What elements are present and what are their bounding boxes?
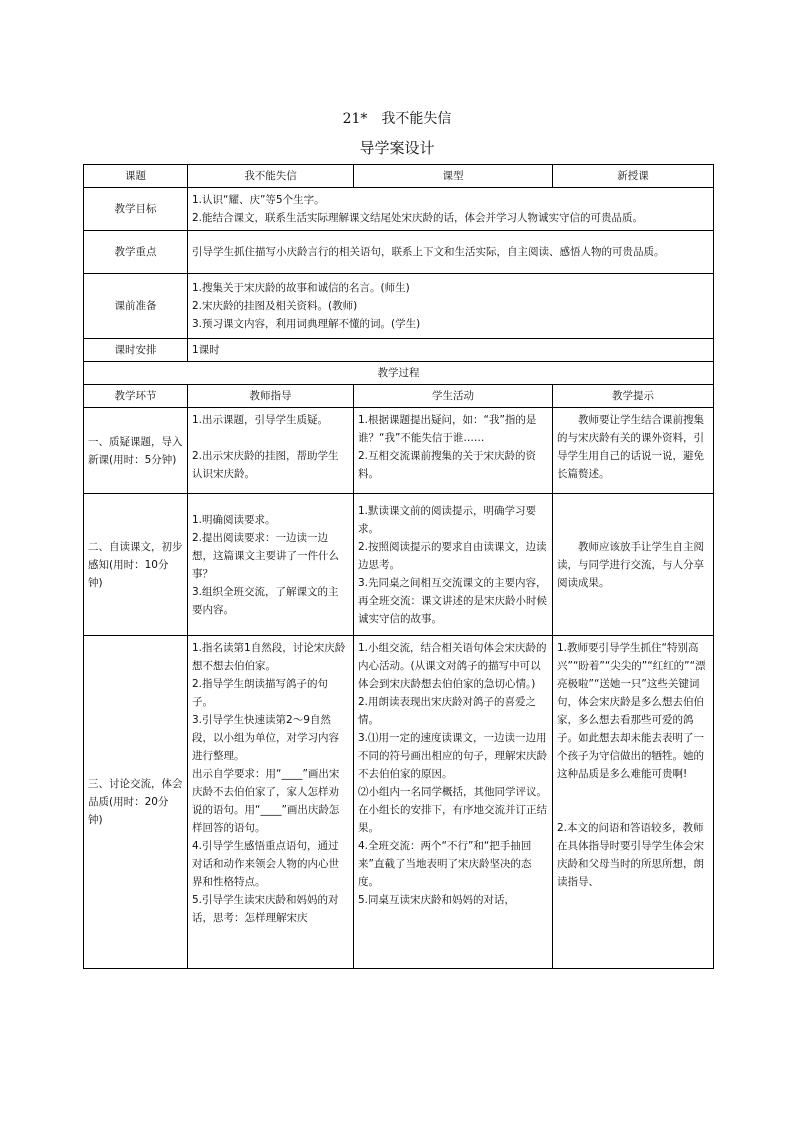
student-activity: [354, 408, 553, 494]
lesson-number: 21*: [342, 111, 368, 127]
column-header: 学生活动: [354, 385, 553, 408]
label-lesson-type: 课型: [354, 165, 553, 188]
student-item: 4.全班交流：两个“不行”和“把手抽回来”直截了当地表明了宋庆龄坚决的态度。: [358, 840, 532, 888]
prep-item: 3.预习课文内容，利用词典理解不懂的词。(学生): [192, 318, 421, 330]
student-item: 1.小组交流，结合相关语句体会宋庆龄的内心活动。(从课文对鸽子的描写中可以体会到宋庆龄想去伯伯家的急切心情。): [358, 642, 547, 690]
teacher-guidance: [188, 494, 354, 636]
label-topic: 课题: [84, 165, 188, 188]
teacher-item: 2.指导学生朗读描写鸽子的句子。: [192, 678, 329, 708]
column-header: 教师指导: [188, 385, 354, 408]
student-item: 2.用朗读表现出宋庆龄对鸽子的喜爱之情。: [358, 696, 537, 726]
student-activity: [354, 494, 553, 636]
table-row: [84, 385, 714, 408]
topic-value: 我不能失信: [188, 165, 354, 188]
stage-name: 二、自读课文，初步感知(用时：10分钟): [84, 494, 188, 636]
stage-name: 三、讨论交流，体会品质(用时：20分钟): [84, 636, 188, 969]
teaching-tip: 教师应该放手让学生自主阅读，与同学进行交流，与人分享阅读成果。: [553, 494, 714, 636]
column-header: 教学环节: [84, 385, 188, 408]
student-item: 2.按照阅读提示的要求自由读课文，边读边思考。: [358, 540, 547, 571]
table-row: [84, 231, 714, 274]
teacher-item: 3.组织全班交流，了解课文的主要内容。: [192, 585, 339, 616]
student-item: 1.默读课文前的阅读提示，明确学习要求。: [358, 504, 537, 535]
document-subtitle: 导学案设计: [359, 139, 435, 157]
student-item: 3.⑴用一定的速度读课文，一边读一边用不同的符号画出相应的句子，理解宋庆龄不去伯伯家的原因。: [358, 732, 547, 780]
table-row: [84, 339, 714, 362]
tip-item: 2.本文的问语和答语较多，教师在具体指导时要引导学生体会宋庆龄和父母当时的所思所想，朗读指导、: [557, 822, 704, 888]
prep-item: 2.宋庆龄的挂图及相关资料。(教师): [192, 300, 358, 312]
teacher-item: 2.出示宋庆龄的挂图，帮助学生认识宋庆龄。: [192, 450, 339, 480]
student-item: 3.先同桌之间相互交流课文的主要内容，再全班交流：课文讲述的是宋庆龄小时候诚实守信的故事。: [358, 576, 547, 625]
teacher-item: 1.出示课题，引导学生质疑。: [192, 414, 329, 426]
table-row: [84, 362, 714, 385]
student-activity: [354, 636, 553, 969]
table-row: [84, 408, 714, 494]
lesson-type-value: 新授课: [553, 165, 714, 188]
teacher-item: 5.引导学生读宋庆龄和妈妈的对话，思考：怎样理解宋庆: [192, 894, 339, 924]
lesson-title-text: 我不能失信: [381, 111, 452, 127]
label-schedule: 课时安排: [84, 339, 188, 362]
table-row: [84, 636, 714, 969]
student-item: ⑵小组内一名同学概括，其他同学评议。在小组长的安排下，有序地交流并订正结果。: [358, 786, 547, 834]
process-title: 教学过程: [84, 362, 714, 385]
teacher-item: 1.明确阅读要求。: [192, 513, 276, 526]
student-item: 5.同桌互读宋庆龄和妈妈的对话，: [358, 894, 516, 906]
stage-name: 一、质疑课题，导入新课(用时：5分钟): [84, 408, 188, 494]
teaching-tip: [553, 636, 714, 969]
schedule-value: 1课时: [188, 339, 714, 362]
label-preparation: 课前准备: [84, 274, 188, 339]
table-row: [84, 165, 714, 188]
label-goals: 教学目标: [84, 188, 188, 231]
label-key-points: 教学重点: [84, 231, 188, 274]
teacher-guidance: [188, 408, 354, 494]
column-header: 教学提示: [553, 385, 714, 408]
prep-item: 1.搜集关于宋庆龄的故事和诚信的名言。(师生): [192, 282, 410, 294]
table-row: [84, 188, 714, 231]
goal-item: 2.能结合课文，联系生活实际理解课文结尾处宋庆龄的话，体会并学习人物诚实守信的可贵品质。: [192, 212, 644, 224]
lesson-plan-table: [83, 164, 714, 969]
tip-item: 1.教师要引导学生抓住“特别高兴”“盼着”“尖尖的”“红红的”“漂亮极啦”“送她一只”这些关键词句，体会宋庆龄是多么想去伯伯家，多么想去看那些可爱的鸽子。如此想去却未能去表明了一个孩子为守信做出的牺牲。她的这种品质是多么难能可贵啊!: [557, 642, 706, 780]
key-points-value: 引导学生抓住描写小庆龄言行的相关语句，联系上下文和生活实际，自主阅读、感悟人物的可贵品质。: [188, 231, 714, 274]
goal-item: 1.认识“耀、庆”等5个生字。: [192, 194, 325, 206]
teacher-item: 出示自学要求：用“____”画出宋庆龄不去伯伯家了，家人怎样劝说的语句。用“____”画出庆龄怎样回答的语句。: [192, 768, 340, 834]
teacher-item: 1.指名读第1自然段，讨论宋庆龄想不想去伯伯家。: [192, 642, 346, 672]
student-item: 2.互相交流课前搜集的关于宋庆龄的资料。: [358, 450, 537, 480]
lesson-title: [0, 108, 794, 128]
student-item: 1.根据课题提出疑问，如：“我”指的是谁？“我”不能失信于谁……: [358, 414, 537, 444]
teaching-tip: 教师要让学生结合课前搜集的与宋庆龄有关的课外资料，引导学生用自己的话说一说，避免长篇赘述。: [553, 408, 714, 494]
goals-cell: [188, 188, 714, 231]
table-row: [84, 494, 714, 636]
teacher-item: 4.引导学生感悟重点语句，通过对话和动作来领会人物的内心世界和性格特点。: [192, 840, 339, 888]
teacher-item: 2.提出阅读要求：一边读一边想，这篇课文主要讲了一件什么事？: [192, 531, 339, 580]
teacher-item: 3.引导学生快速读第2～9自然段，以小组为单位，对学习内容进行整理。: [192, 714, 339, 762]
table-row: [84, 274, 714, 339]
preparation-cell: [188, 274, 714, 339]
teacher-guidance: [188, 636, 354, 969]
